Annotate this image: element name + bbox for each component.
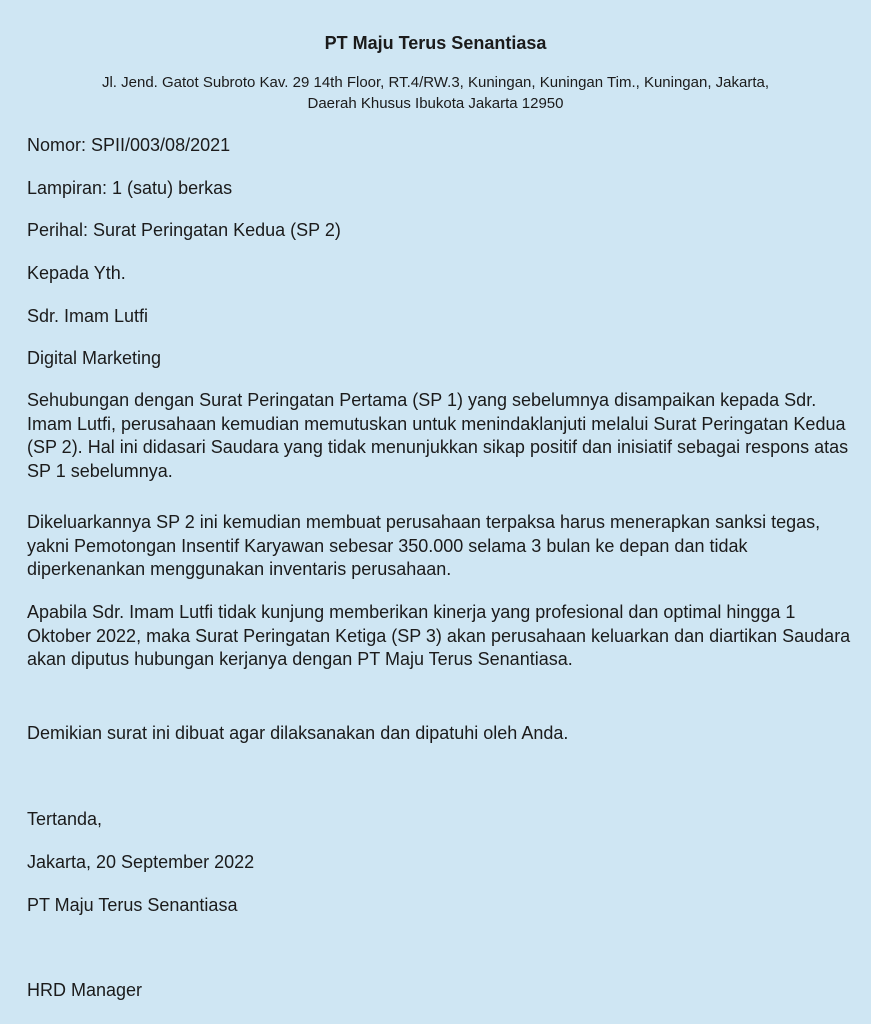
company-address: [20, 72, 851, 114]
recipient-division: Digital Marketing: [27, 348, 162, 368]
signature-title: HRD Manager: [27, 980, 143, 1000]
letter-number: Nomor: SPII/003/08/2021: [27, 135, 231, 155]
attachment-line: Lampiran: 1 (satu) berkas: [27, 178, 233, 198]
recipient-salutation: Kepada Yth.: [27, 263, 126, 283]
body-paragraph-3: Apabila Sdr. Imam Lutfi tidak kunjung memberikan kinerja yang profesional dan optimal hingga 1 Oktober 2022, maka Surat Peringatan Ketiga (SP 3) akan perusahaan keluarkan dan diartikan Saudara akan diputus hubungan kerjanya dengan PT Maju Terus Senantiasa.: [27, 602, 851, 669]
signature-company: PT Maju Terus Senantiasa: [27, 895, 238, 915]
signature-label: Tertanda,: [27, 809, 103, 829]
address-line-2: Daerah Khusus Ibukota Jakarta 12950: [307, 95, 564, 112]
body-paragraph-1: Sehubungan dengan Surat Peringatan Pertama (SP 1) yang sebelumnya disampaikan kepada Sdr. Imam Lutfi, perusahaan kemudian memutuskan untuk menindaklanjuti melalui Surat Peringatan Kedua (SP 2). Hal ini didasari Saudara yang tidak menunjukkan sikap positif dan inisiatif sebagai respons atas SP 1 sebelumnya.: [27, 390, 849, 481]
signature-place-date: Jakarta, 20 September 2022: [27, 852, 255, 872]
closing-statement: Demikian surat ini dibuat agar dilaksanakan dan dipatuhi oleh Anda.: [27, 723, 569, 743]
body-paragraph-2: Dikeluarkannya SP 2 ini kemudian membuat perusahaan terpaksa harus menerapkan sanksi tegas, yakni Pemotongan Insentif Karyawan sebesar 350.000 selama 3 bulan ke depan dan tidak diperkenankan menggunakan inventaris perusahaan.: [27, 512, 821, 579]
recipient-name: Sdr. Imam Lutfi: [27, 306, 149, 326]
address-line-1: Jl. Jend. Gatot Subroto Kav. 29 14th Floor, RT.4/RW.3, Kuningan, Kuningan Tim., Kuningan, Jakarta,: [101, 74, 770, 91]
subject-line: Perihal: Surat Peringatan Kedua (SP 2): [27, 220, 341, 240]
company-title: PT Maju Terus Senantiasa: [324, 33, 547, 53]
